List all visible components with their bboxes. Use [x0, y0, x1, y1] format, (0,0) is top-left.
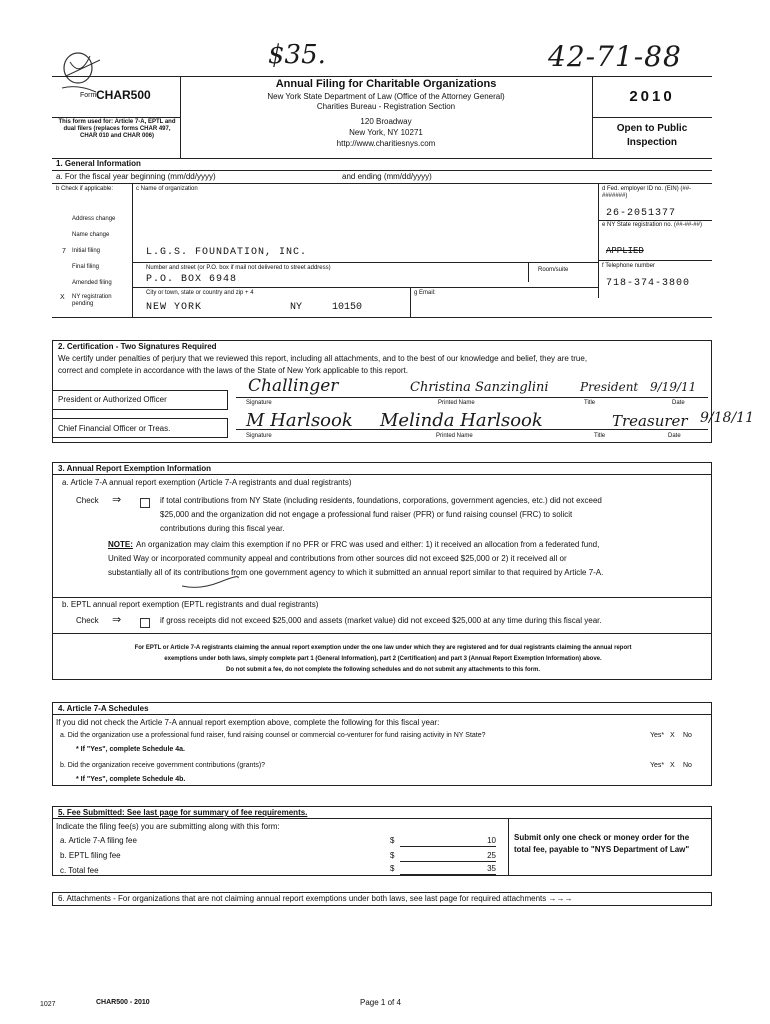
check-initial-filing[interactable]: Initial filing [72, 248, 101, 254]
part4-heading: 4. Article 7-A Schedules [58, 704, 149, 713]
note-text-1: An organization may claim this exemption if no PFR or FRC was used and either: 1) it received an allocation from a federated fund, [136, 540, 600, 549]
check-ny-registration-pending[interactable]: NY registration pending [72, 294, 112, 307]
fee-a-currency: $ [390, 836, 395, 845]
form-name: CHAR500 [96, 88, 151, 102]
exemption-b-text: if gross receipts did not exceed $25,000 and assets (market value) did not exceed $25,000 at any time during this fiscal year. [160, 616, 602, 625]
form-title: Annual Filing for Charitable Organizations [275, 78, 497, 90]
zip-value[interactable]: 10150 [332, 302, 363, 313]
fee-total-amount[interactable]: 35 [400, 864, 496, 875]
exemption-a-text-1: if total contributions from NY State (including residents, foundations, corporations, government agencies, etc.) did not exceed [160, 496, 602, 505]
part3-footer-2: exemptions under both laws, simply complete part 1 (General Information), part 2 (Certification) and part 3 (Annual Report Exemption Information) above. [164, 656, 602, 662]
certification-text-2: correct and complete in accordance with the laws of the State of New York applicable to this report. [58, 366, 408, 375]
check-name-change[interactable]: Name change [72, 232, 110, 238]
date-label-a: Date [672, 400, 685, 406]
attachments-text: 6. Attachments - For organizations that are not claiming annual report exemptions under both laws, see last page for required attachments →→→ [58, 894, 573, 903]
date-label-b: Date [668, 433, 681, 439]
street-value[interactable]: P.O. BOX 6948 [146, 274, 238, 285]
name-label-a: Printed Name [438, 400, 475, 406]
handwritten-file-number: 42-71-88 [548, 40, 682, 73]
title-president[interactable]: President [580, 380, 639, 394]
footer-code: 1027 [40, 1001, 56, 1008]
city-value[interactable]: NEW YORK [146, 302, 203, 313]
fee-total-currency: $ [390, 864, 395, 873]
check-a-label: Check [76, 496, 99, 505]
question-b-mark: X [670, 762, 675, 769]
address-line-2: New York, NY 10271 [349, 128, 423, 137]
question-b-note: * If "Yes", complete Schedule 4b. [76, 776, 186, 783]
exemption-a-text-2: $25,000 and the organization did not engage a professional fund raiser (PFR) or fund raising counsel (FRC) to solicit [160, 510, 573, 519]
note-label: NOTE: [108, 540, 133, 549]
city-label: City or town, state or country and zip + 4 [146, 290, 254, 296]
arrow-a-icon: ⇒ [112, 494, 122, 506]
signature-president[interactable]: Challinger [248, 376, 339, 396]
check-b-label: Check [76, 616, 99, 625]
check-amended-filing[interactable]: Amended filing [72, 280, 112, 286]
arrow-b-icon: ⇒ [112, 614, 122, 626]
title-label-b: Title [594, 433, 606, 439]
part3-footer-1: For EPTL or Article 7-A registrants claiming the annual report exemption under the one law under which they are registered and for dual registrants claiming the annual report [134, 645, 632, 651]
check-address-change[interactable]: Address change [72, 216, 116, 222]
org-name-label: c Name of organization [136, 186, 198, 192]
form-used-for: This form used for: Article 7-A, EPTL and dual filers (replaces forms CHAR 497, CHAR 010 and CHAR 006) [58, 119, 176, 139]
signature-treasurer[interactable]: M Harlsook [246, 410, 353, 431]
part3-footer-3: Do not submit a fee, do not complete the following schedules and do not submit any attachments to this form. [225, 667, 541, 673]
fiscal-start-label: a. For the fiscal year beginning (mm/dd/yyyy) [56, 172, 216, 181]
question-a-note: * If "Yes", complete Schedule 4a. [76, 746, 185, 753]
room-suite-label: Room/suite [538, 267, 569, 273]
part2-heading: 2. Certification - Two Signatures Required [58, 342, 217, 351]
part5-intro: Indicate the filing fee(s) you are submitting along with this form: [56, 822, 280, 831]
state-value[interactable]: NY [290, 302, 303, 313]
agency-name: New York State Department of Law (Office of the Attorney General) [267, 92, 505, 101]
fiscal-end-label: and ending (mm/dd/yyyy) [342, 172, 432, 181]
handwritten-fee: $35. [268, 40, 326, 70]
address-line-1: 120 Broadway [360, 117, 412, 126]
check-applicable-label: b Check if applicable: [56, 186, 114, 192]
part3-heading: 3. Annual Report Exemption Information [58, 464, 212, 473]
exemption-a-checkbox[interactable] [140, 498, 150, 508]
fee-a-amount[interactable]: 10 [400, 836, 496, 847]
org-name[interactable]: L.G.S. FOUNDATION, INC. [146, 247, 308, 258]
printed-name-president[interactable]: Christina Sanzinglini [410, 380, 549, 395]
exemption-b-checkbox[interactable] [140, 618, 150, 628]
question-b: b. Did the organization receive government contributions (grants)? [60, 762, 266, 769]
title-treasurer[interactable]: Treasurer [612, 412, 688, 430]
date-president[interactable]: 9/19/11 [650, 380, 697, 394]
exemption-a-text-3: contributions during this fiscal year. [160, 524, 285, 533]
ein-value[interactable]: 26-2051377 [606, 208, 677, 219]
fee-b-label: b. EPTL filing fee [60, 851, 121, 860]
ny-registration-label: e NY State registration no. (##-##-##) [602, 222, 702, 228]
ny-registration-value[interactable]: APPLIED [606, 246, 644, 256]
note-text-3: substantially all of its contributions from one government agency to which it submitted an annual report similar to that required by Article 7-A. [108, 568, 604, 577]
phone-value[interactable]: 718-374-3800 [606, 278, 691, 289]
exemption-b-label: b. EPTL annual report exemption (EPTL registrants and dual registrants) [62, 600, 319, 609]
fee-a-label: a. Article 7-A filing fee [60, 836, 137, 845]
title-label-a: Title [584, 400, 596, 406]
bureau-name: Charities Bureau - Registration Section [316, 102, 456, 111]
question-b-no[interactable]: No [683, 762, 692, 769]
row-b-label: Chief Financial Officer or Treas. [58, 424, 171, 433]
footer-form-year: CHAR500 - 2010 [96, 999, 150, 1006]
pending-mark: X [60, 294, 65, 301]
certification-text-1: We certify under penalties of perjury that we reviewed this report, including all attachments, and to the best of our knowledge and belief, they are true, [58, 354, 588, 363]
page-number: Page 1 of 4 [360, 998, 401, 1007]
question-a-mark: X [670, 732, 675, 739]
form-prefix: Form [80, 92, 97, 99]
name-label-b: Printed Name [436, 433, 473, 439]
website: http://www.charitiesnys.com [336, 139, 436, 148]
fee-total-label: c. Total fee [60, 866, 99, 875]
public-inspection: Open to Public Inspection [616, 123, 688, 148]
question-a-yes[interactable]: Yes* [650, 732, 665, 739]
exemption-a-label: a. Article 7-A annual report exemption (Article 7-A registrants and dual registrants) [62, 478, 352, 487]
email-label: g Email: [414, 290, 436, 296]
part1-heading: 1. General Information [56, 159, 141, 168]
part4-intro: If you did not check the Article 7-A annual report exemption above, complete the following for this fiscal year: [56, 718, 440, 727]
sig-label-b: Signature [246, 433, 272, 439]
initial-filing-mark: 7 [62, 248, 66, 255]
pen-stroke [180, 576, 240, 595]
street-label: Number and street (or P.O. box if mail not delivered to street address) [146, 265, 331, 271]
sig-label-a: Signature [246, 400, 272, 406]
fee-b-currency: $ [390, 851, 395, 860]
date-treasurer[interactable]: 9/18/11 [700, 410, 754, 426]
question-a: a. Did the organization use a professional fund raiser, fund raising counsel or commercial co-venturer for fund raising activity in NY State? [60, 732, 486, 739]
note-text-2: United Way or incorporated community appeal and contributions from other sources did not exceed $25,000 or 2) it received all or [108, 554, 567, 563]
form-year: 2010 [629, 88, 675, 105]
fee-b-amount[interactable]: 25 [400, 851, 496, 862]
printed-name-treasurer[interactable]: Melinda Harlsook [380, 410, 543, 431]
row-a-label: President or Authorized Officer [58, 395, 167, 404]
fee-payment-note: Submit only one check or money order for the total fee, payable to "NYS Department of Law" [514, 833, 690, 854]
phone-label: f Telephone number [602, 263, 655, 269]
check-final-filing[interactable]: Final filing [72, 264, 100, 270]
part5-heading: 5. Fee Submitted: See last page for summary of fee requirements. [58, 808, 308, 817]
question-b-yes[interactable]: Yes* [650, 762, 665, 769]
ein-label: d Fed. employer ID no. (EIN) (##-#######) [602, 186, 692, 199]
question-a-no[interactable]: No [683, 732, 692, 739]
